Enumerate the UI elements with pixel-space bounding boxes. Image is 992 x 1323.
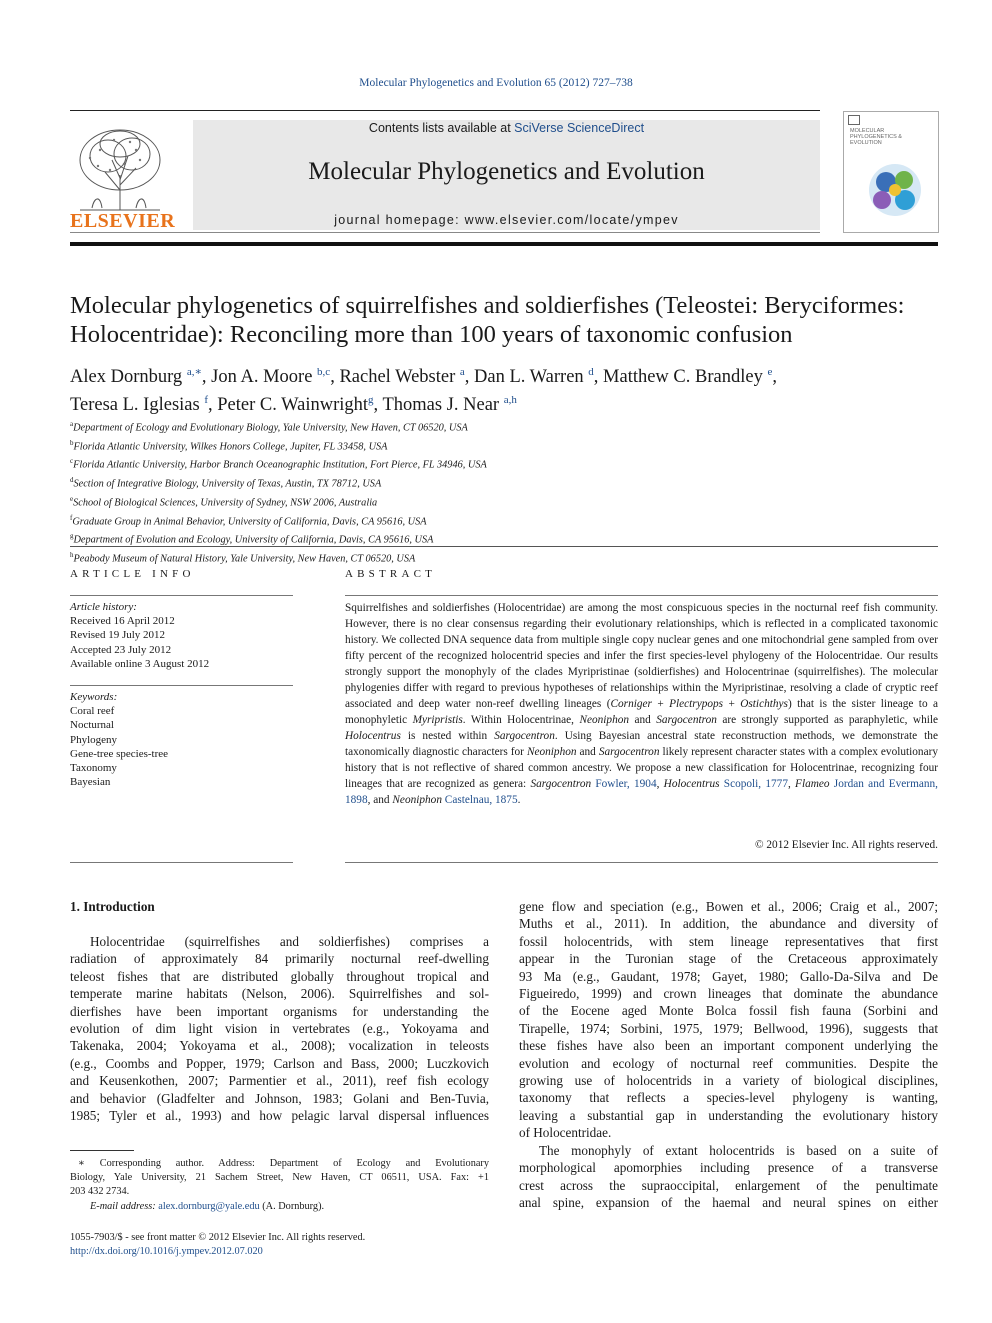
- body-line: morphological apomorphies including presence of a transverse: [519, 1160, 938, 1176]
- author-name: Alex Dornburg: [70, 367, 183, 388]
- info-bottom-rule: [70, 862, 293, 863]
- body-line: The monophyly of extant holocentrids is based on a suite of: [539, 1142, 938, 1158]
- body-line: 93 Ma (e.g., Gaudant, 1978; Gayet, 1980; Gallo-Da-Silva and De: [519, 968, 938, 984]
- body-line: evolution of dim light vision in vertebrates (e.g., Yokoyama and: [70, 1021, 489, 1037]
- body-line: taxonomy that reflects a species-level phylogeny is wanting,: [519, 1090, 938, 1106]
- body-line: Tirapelle, 1974; Sorbini, 1975, 1979; Bellwood, 1996), suggests that: [519, 1020, 938, 1036]
- article-info-heading: ARTICLE INFO: [70, 568, 195, 580]
- ref-link[interactable]: Fowler, 1904: [591, 778, 657, 790]
- affiliation-item: $^f$Graduate Group in Animal Behavior, University of California, Davis, CA 95616, USA: [70, 513, 427, 528]
- affiliation-item: $^c$Florida Atlantic University, Harbor Branch Oceanographic Institution, Fort Pierce, FL 34946, USA: [70, 457, 487, 471]
- abstract-bottom-rule: [345, 862, 938, 863]
- ref-link[interactable]: Scopoli, 1777: [719, 778, 788, 790]
- author-name: Thomas J. Near: [382, 395, 500, 416]
- keywords: Keywords: Coral reef Nocturnal Phylogeny Gene-tree species-tree Taxonomy Bayesian: [70, 690, 293, 789]
- header-thick-rule: [70, 242, 938, 246]
- journal-homepage[interactable]: journal homepage: www.elsevier.com/locate/ympev: [334, 213, 679, 227]
- header-top-rule: [70, 110, 820, 111]
- author-affiliation-ref[interactable]: f: [204, 394, 208, 407]
- author-name: Rachel Webster: [339, 367, 456, 388]
- keyword-item: Bayesian: [70, 776, 111, 789]
- author-affiliation-ref[interactable]: g: [368, 394, 374, 407]
- affiliation-item: $^h$Peabody Museum of Natural History, Yale University, New Haven, CT 06520, USA: [70, 551, 416, 565]
- cover-elsevier-mark: [848, 115, 860, 125]
- affiliation-item: $^b$Florida Atlantic University, Wilkes Honors College, Jupiter, FL 33458, USA: [70, 438, 388, 453]
- corresponding-author-footnote: ∗ Corresponding author. Address: Department of Ecology and Evolutionary Biology, Yale University, 21 Sachem Street, New Haven, CT 06511, USA. Fax: +1 203 432 2734. E-mail address: alex.dornburg@yale.edu (A. Dornburg).: [70, 1158, 489, 1212]
- affiliation-item: $^g$Department of Evolution and Ecology, University of California, Davis, CA 95616, USA: [70, 532, 434, 546]
- intro-right-column: [519, 898, 938, 1211]
- author-affiliation-ref[interactable]: d: [588, 366, 594, 378]
- ref-link[interactable]: Castelnau, 1875: [441, 794, 518, 806]
- abstract-heading: ABSTRACT: [345, 568, 437, 580]
- author-name: Peter C. Wainwright: [217, 395, 369, 416]
- article-info-rule: [70, 595, 293, 596]
- keyword-item: Taxonomy: [70, 762, 117, 775]
- affiliations-rule: [70, 546, 938, 547]
- body-line: teleost fishes that are distributed globally throughout tropical and: [70, 968, 489, 984]
- body-line: (e.g., Coombs and Popper, 1979; Carlson and Bass, 2000; Luczkovich: [70, 1055, 489, 1071]
- body-line: Figueiredo, 1999) and crown lineages that dominate the abundance: [519, 986, 938, 1002]
- author-name: Dan L. Warren: [474, 367, 584, 388]
- intro-left-column: [70, 933, 489, 1124]
- body-line: fossil holocentrids, with stem lineage representatives that first: [519, 933, 938, 949]
- issn-line: 1055-7903/$ - see front matter © 2012 Elsevier Inc. All rights reserved.: [70, 1232, 366, 1243]
- body-line: anal spine, expansion of the haemal and neural spines on either: [519, 1194, 938, 1210]
- author-affiliation-ref[interactable]: e: [767, 366, 773, 378]
- cover-artwork: [860, 160, 930, 220]
- body-line: crest across the supraoccipital, enlargement of the penultimate: [519, 1177, 938, 1193]
- body-line: temperate marine habitats (Nelson, 2006). Squirrelfishes and sol-: [70, 986, 489, 1002]
- author-affiliation-ref[interactable]: a: [459, 366, 465, 378]
- contents-availability: Contents lists available at SciVerse ScienceDirect: [368, 121, 645, 135]
- keyword-item: Coral reef: [70, 705, 115, 718]
- publisher-logo-text: ELSEVIER: [70, 210, 176, 232]
- journal-citation[interactable]: Molecular Phylogenetics and Evolution 65 (2012) 727–738: [359, 77, 633, 89]
- author-affiliation-ref[interactable]: a,h: [503, 394, 517, 407]
- header-mid-rule: [70, 232, 820, 233]
- affiliation-list: [70, 417, 938, 567]
- email-link[interactable]: alex.dornburg@yale.edu: [158, 1200, 260, 1212]
- ref-link[interactable]: Jordan and Evermann, 1898: [345, 778, 938, 806]
- author-name: Matthew C. Brandley: [603, 367, 763, 388]
- author-name: Jon A. Moore: [211, 367, 313, 388]
- body-line: and behavior (Gladfelter and Johnson, 1983; Golani and Ben-Tuvia,: [70, 1090, 489, 1106]
- footnote-rule: [70, 1150, 134, 1151]
- keyword-item: Gene-tree species-tree: [70, 747, 169, 760]
- body-line: evolution and ecology of nocturnal reef communities. Despite the: [519, 1055, 938, 1071]
- history-item: Accepted 23 July 2012: [70, 643, 172, 656]
- history-item: Received 16 April 2012: [70, 615, 175, 628]
- sciencedirect-link[interactable]: SciVerse ScienceDirect: [514, 121, 645, 135]
- doi-link[interactable]: http://dx.doi.org/10.1016/j.ympev.2012.07.020: [70, 1246, 263, 1257]
- body-line: gene flow and speciation (e.g., Bowen et al., 2006; Craig et al., 2007;: [519, 899, 938, 914]
- author-affiliation-ref[interactable]: a,∗: [186, 366, 202, 378]
- body-line: growing use of holocentrids in a variety of biological disciplines,: [519, 1073, 938, 1089]
- article-history: Article history: Received 16 April 2012 Revised 19 July 2012 Accepted 23 July 2012 Available online 3 August 2012: [70, 600, 293, 671]
- body-line: of Holocentridae.: [519, 1125, 612, 1141]
- abstract-rule: [345, 595, 938, 596]
- body-line: Holocentridae (squirrelfishes and soldierfishes) comprises a: [90, 934, 489, 949]
- affiliation-item: $^a$Department of Ecology and Evolutionary Biology, Yale University, New Haven, CT 06520, USA: [70, 420, 468, 434]
- body-line: and Keusenkothen, 2007; Parmentier et al., 2011), reef fish ecology: [70, 1073, 489, 1089]
- author-list: Alex Dornburg $^{a,∗}$, Jon A. Moore $^{b,c}$, Rachel Webster $^a$, Dan L. Warren $^d$, Matthew C. Brandley $^e$, Teresa L. Iglesias $^f$, Peter C. Wainwright$^g$, Thomas J. Near $^{a,h}$: [70, 366, 777, 416]
- cover-title: MOLECULAR PHYLOGENETICS & EVOLUTION: [850, 128, 902, 146]
- keyword-item: Nocturnal: [70, 719, 114, 732]
- author-affiliation-ref[interactable]: b,c: [317, 366, 331, 378]
- author-name: Teresa L. Iglesias: [70, 395, 200, 416]
- body-line: leaving a substantial gap in understanding the evolutionary history: [519, 1107, 938, 1123]
- body-line: 1985; Tyler et al., 1993) and how pelagic larval dispersal influences: [70, 1108, 489, 1124]
- journal-name: Molecular Phylogenetics and Evolution: [308, 158, 705, 185]
- section-heading-introduction: 1. Introduction: [70, 899, 155, 914]
- history-item: Available online 3 August 2012: [70, 657, 210, 670]
- body-line: dierfishes have been important organisms for understanding the: [70, 1003, 489, 1019]
- history-item: Revised 19 July 2012: [70, 629, 166, 642]
- copyright-notice: © 2012 Elsevier Inc. All rights reserved.: [754, 839, 938, 851]
- keywords-rule: [70, 685, 293, 686]
- affiliation-item: $^e$School of Biological Sciences, University of Sydney, NSW 2006, Australia: [70, 494, 378, 509]
- body-line: of the Eocene aged Monte Bolca fossil fish fauna (Sorbini and: [519, 1003, 938, 1019]
- article-title: Molecular phylogenetics of squirrelfishes and soldierfishes (Teleostei: Beryciformes: Holocentridae): Reconciling more than 100 years of taxonomic confusion: [70, 292, 905, 348]
- abstract-body: Squirrelfishes and soldierfishes (Holocentridae) are among the most conspicuous species in the nocturnal reef fish community. However, there is no clear consensus regarding their evolutionary relationships, which is reflected in a complicated taxonomic history. We collected DNA sequence data from multiple single copy nuclear genes and one mitochondrial gene sampled from over fifty percent of the recognized holocentrid species and infer the first species-level phylogeny of the Holocentridae. Our results strongly support the monophyly of the clades Myripristinae (soldierfishes) and Holocentrinae (squirrelfishes). The molecular phylogenies differ with regard to previous hypotheses of relationships within the Myripristinae, resolving a clade of cryptic reef associated and deep water non-reef dwelling lineages (Corniger + Plectrypops + Ostichthys) that is the sister lineage to a monophyletic Myripristis. Within Holocentrinae, Neoniphon and Sargocentron are strongly supported as paraphyletic, while Holocentrus is nested within Sargocentron. Using Bayesian ancestral state reconstruction methods, we demonstrate the taxonomically diagnostic characters for Neoniphon and Sargocentron likely represent character states with a complex evolutionary history that is not reflective of shared common ancestry. We propose a new classification for Holocentrinae, recognizing four lineages that are recognized as genera: Sargocentron Fowler, 1904, Holocentrus Scopoli, 1777, Flameo Jordan and Evermann, 1898, and Neoniphon Castelnau, 1875.: [345, 602, 939, 806]
- body-line: Takenaka, 2004; Yokoyama et al., 2008); vocalization in teleosts: [70, 1038, 489, 1054]
- body-line: Muths et al., 2011). In addition, the abundance and diversity of: [519, 916, 938, 932]
- body-line: radiation of approximately 84 primarily nocturnal reef-dwelling: [70, 951, 489, 967]
- keyword-item: Phylogeny: [70, 733, 118, 746]
- affiliation-item: $^d$Section of Integrative Biology, University of Texas, Austin, TX 78712, USA: [70, 476, 382, 490]
- body-line: appear in the Turonian stage of the Cretaceous approximately: [519, 951, 938, 967]
- body-line: these fishes have also been an important component underlying the: [519, 1038, 938, 1054]
